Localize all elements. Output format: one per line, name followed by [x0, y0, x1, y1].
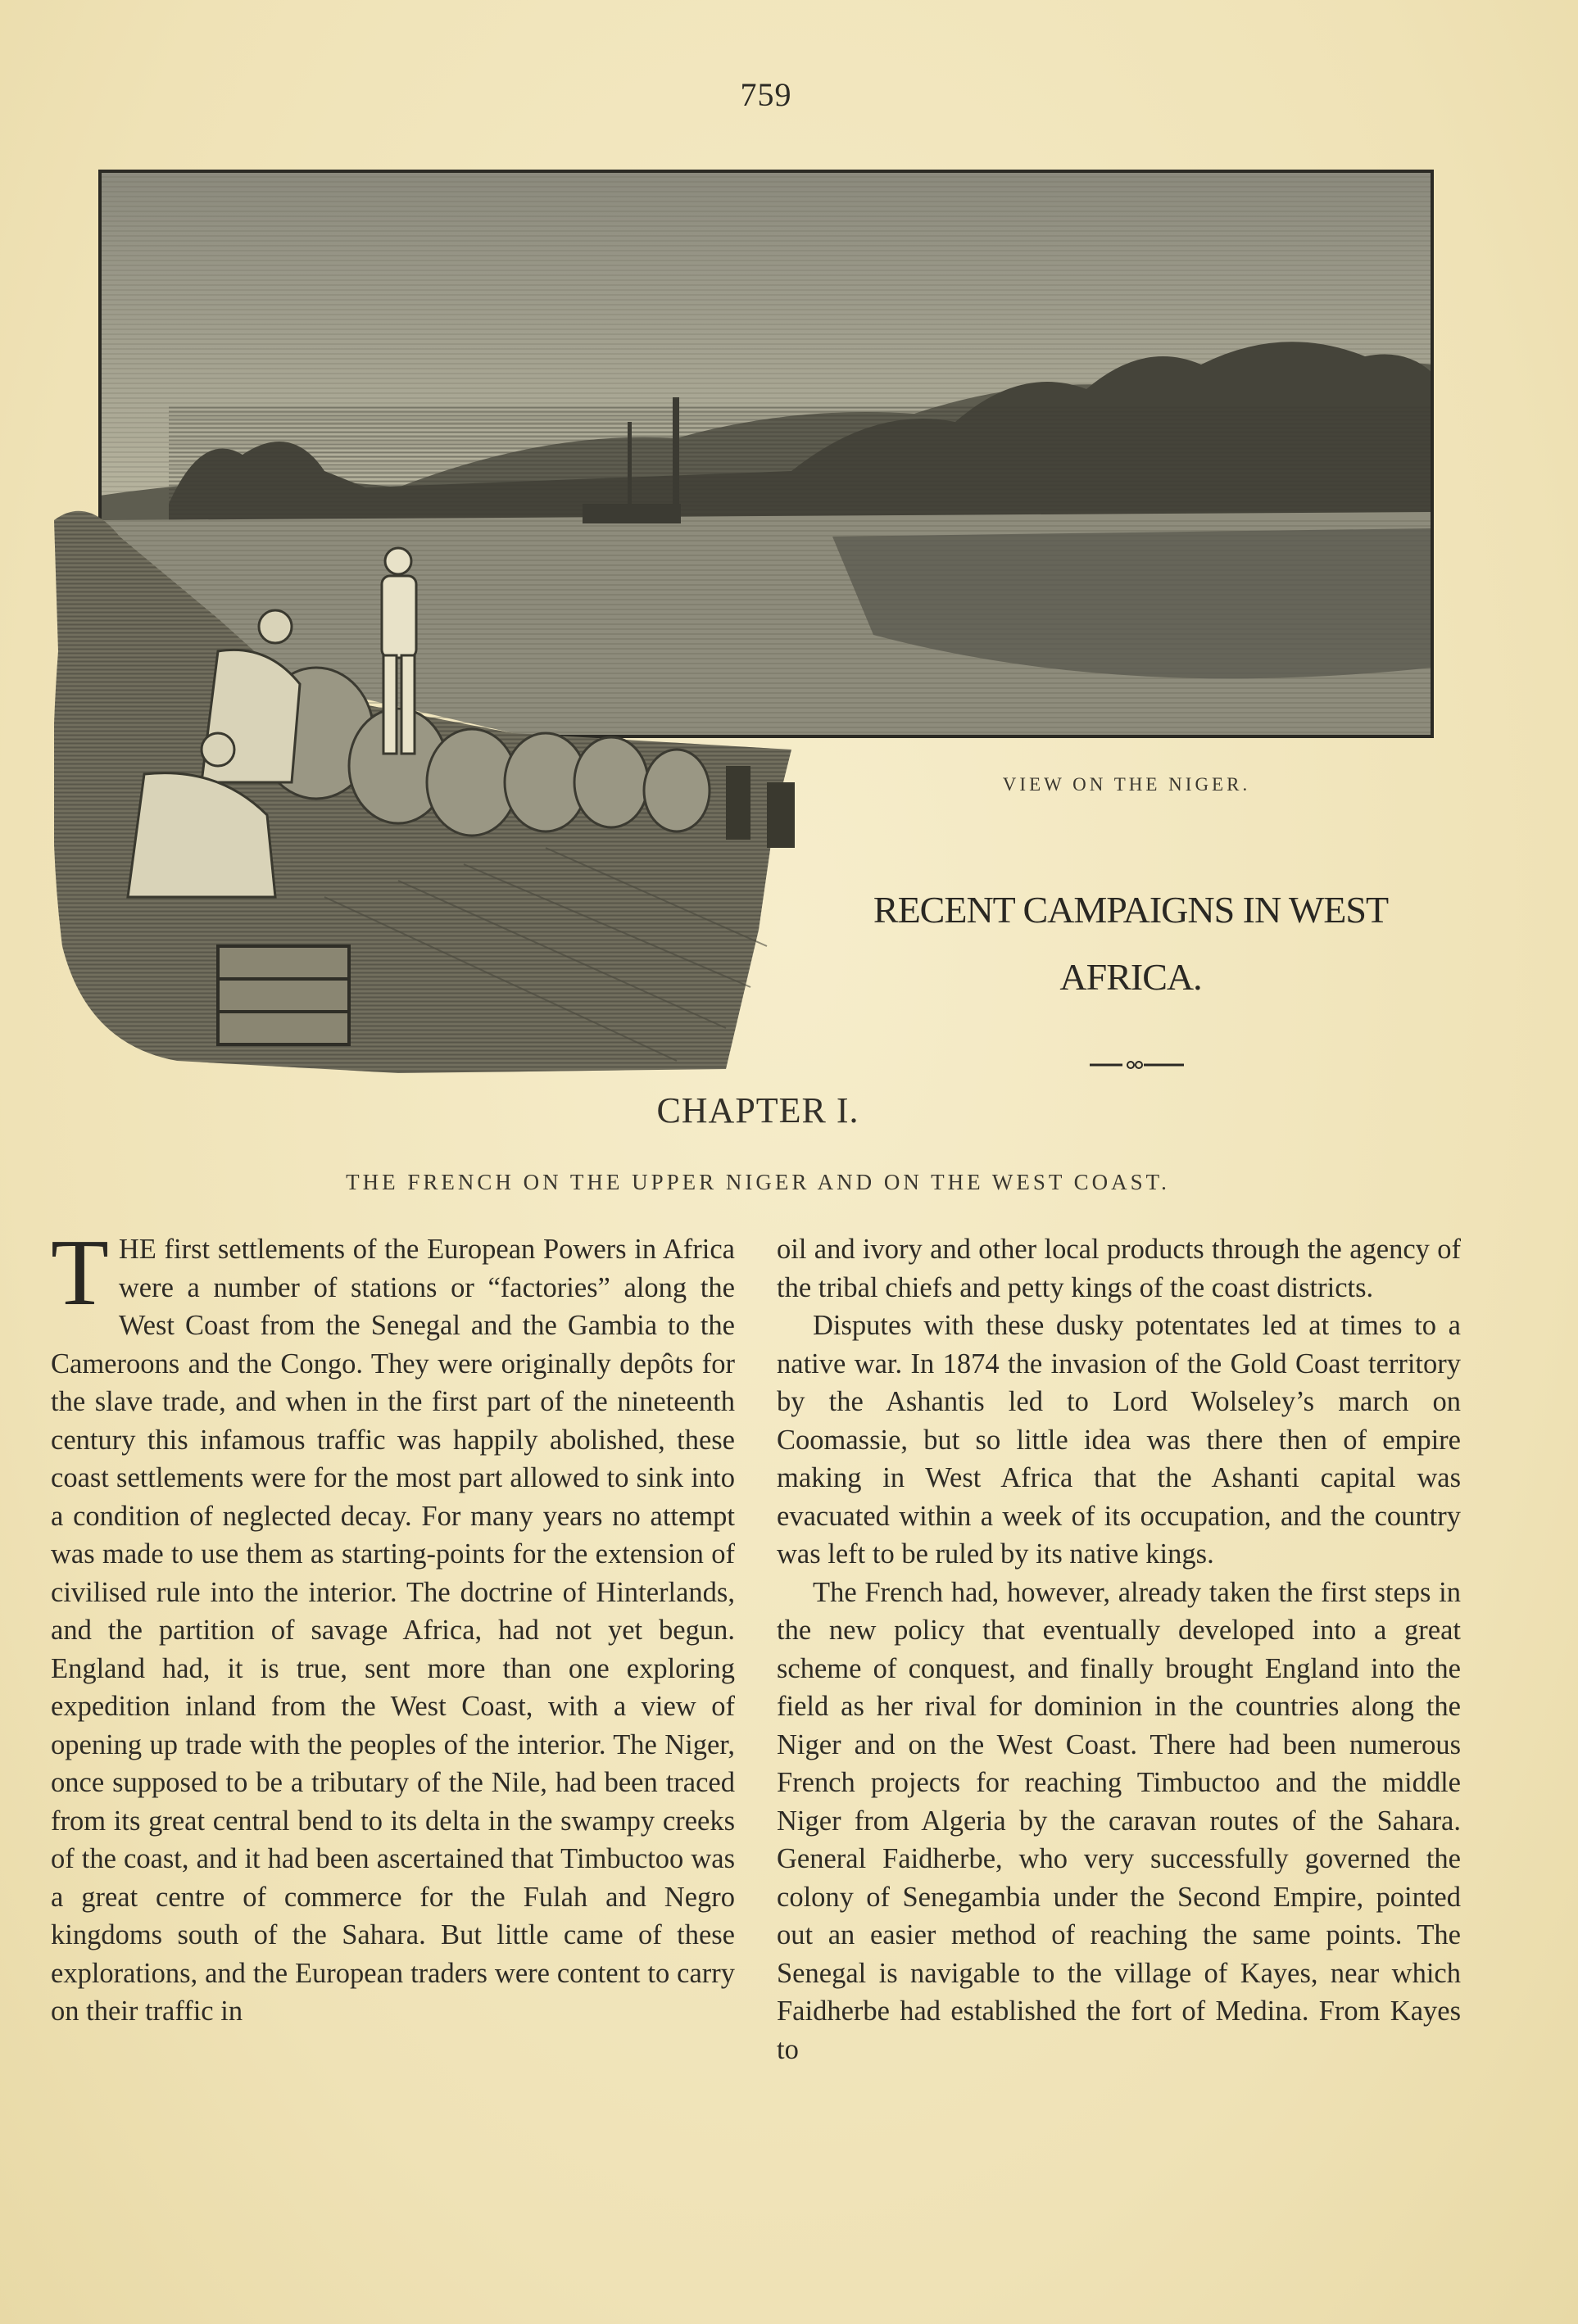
- paragraph-1: [51, 1221, 735, 2031]
- paragraph-1-continued: oil and ivory and other local products through the agency of the tribal chiefs and petty kings of the coast districts.: [777, 1234, 1461, 1303]
- chapter-heading: CHAPTER I.: [656, 1090, 859, 1130]
- chapter-subtitle: THE FRENCH ON THE UPPER NIGER AND ON THE WEST COAST.: [346, 1170, 1170, 1194]
- title-line-1: RECENT CAMPAIGNS IN WEST: [873, 889, 1389, 931]
- paragraph-3: The French had, however, already taken the first steps in the new policy that eventually developed into a great scheme of conquest, and finally brought England into the field as her rival for dominion in the countries along the Niger and on the West Coast. There had been numerous French projects for reaching Timbuctoo and the middle Niger from Algeria by the caravan routes of the Sahara. General Faidherbe, who very successfully governed the colony of Senegambia under the Second Empire, pointed out an easier method of reaching the same points. The Senegal is navigable to the village of Kayes, near which Faidherbe had established the fort of Medina. From Kayes to: [777, 1576, 1461, 2065]
- wooden-crate: [218, 946, 349, 1044]
- paragraph-1-text: HE first settlements of the European Powers in Africa were a number of stations or “factories” along the West Coast from the Senegal and the Gambia to the Cameroons and the Congo. They were originally depôts for the slave trade, and when in the first part of the nineteenth century this infamous traffic was happily abolished, these coast settlements were for the most part allowed to sink into a condition of neglected decay. For many years no attempt was made to use them as starting-points for the extension of civilised rule into the interior. The doctrine of Hinterlands, and the partition of savage Africa, had not yet begun. England had, it is true, sent more than one exploring expedition inland from the West Coast, with a view of opening up trade with the peoples of the interior. The Niger, once supposed to be a tributary of the Nile, had been traced from its great central bend to its delta in the swampy creeks of the coast, and it had been ascertained that Timbuctoo was a great centre of commerce for the Fulah and Negro kingdoms south of the Sahara. But little came of these explorations, and the European traders were content to carry on their traffic in: [51, 1234, 735, 2027]
- text-column-right: [777, 1230, 1461, 2068]
- title-line-2: AFRICA.: [1059, 956, 1202, 998]
- text-column-left: [51, 1221, 735, 2031]
- article-title: [811, 877, 1450, 1011]
- paragraph-2: Disputes with these dusky potentates led at times to a native war. In 1874 the invasion of the Gold Coast territory by the Ashantis led to Lord Wolseley’s march on Coomassie, but so little idea was there then of empire making in West Africa that the Ashanti capital was evacuated within a week of its occupation, and the country was left to be ruled by its native kings.: [777, 1310, 1461, 1570]
- page-number: 759: [740, 76, 792, 113]
- illustration-caption: VIEW ON THE NIGER.: [1002, 774, 1251, 795]
- drop-cap: T: [51, 1221, 109, 1325]
- ornament-divider: [1090, 1057, 1184, 1073]
